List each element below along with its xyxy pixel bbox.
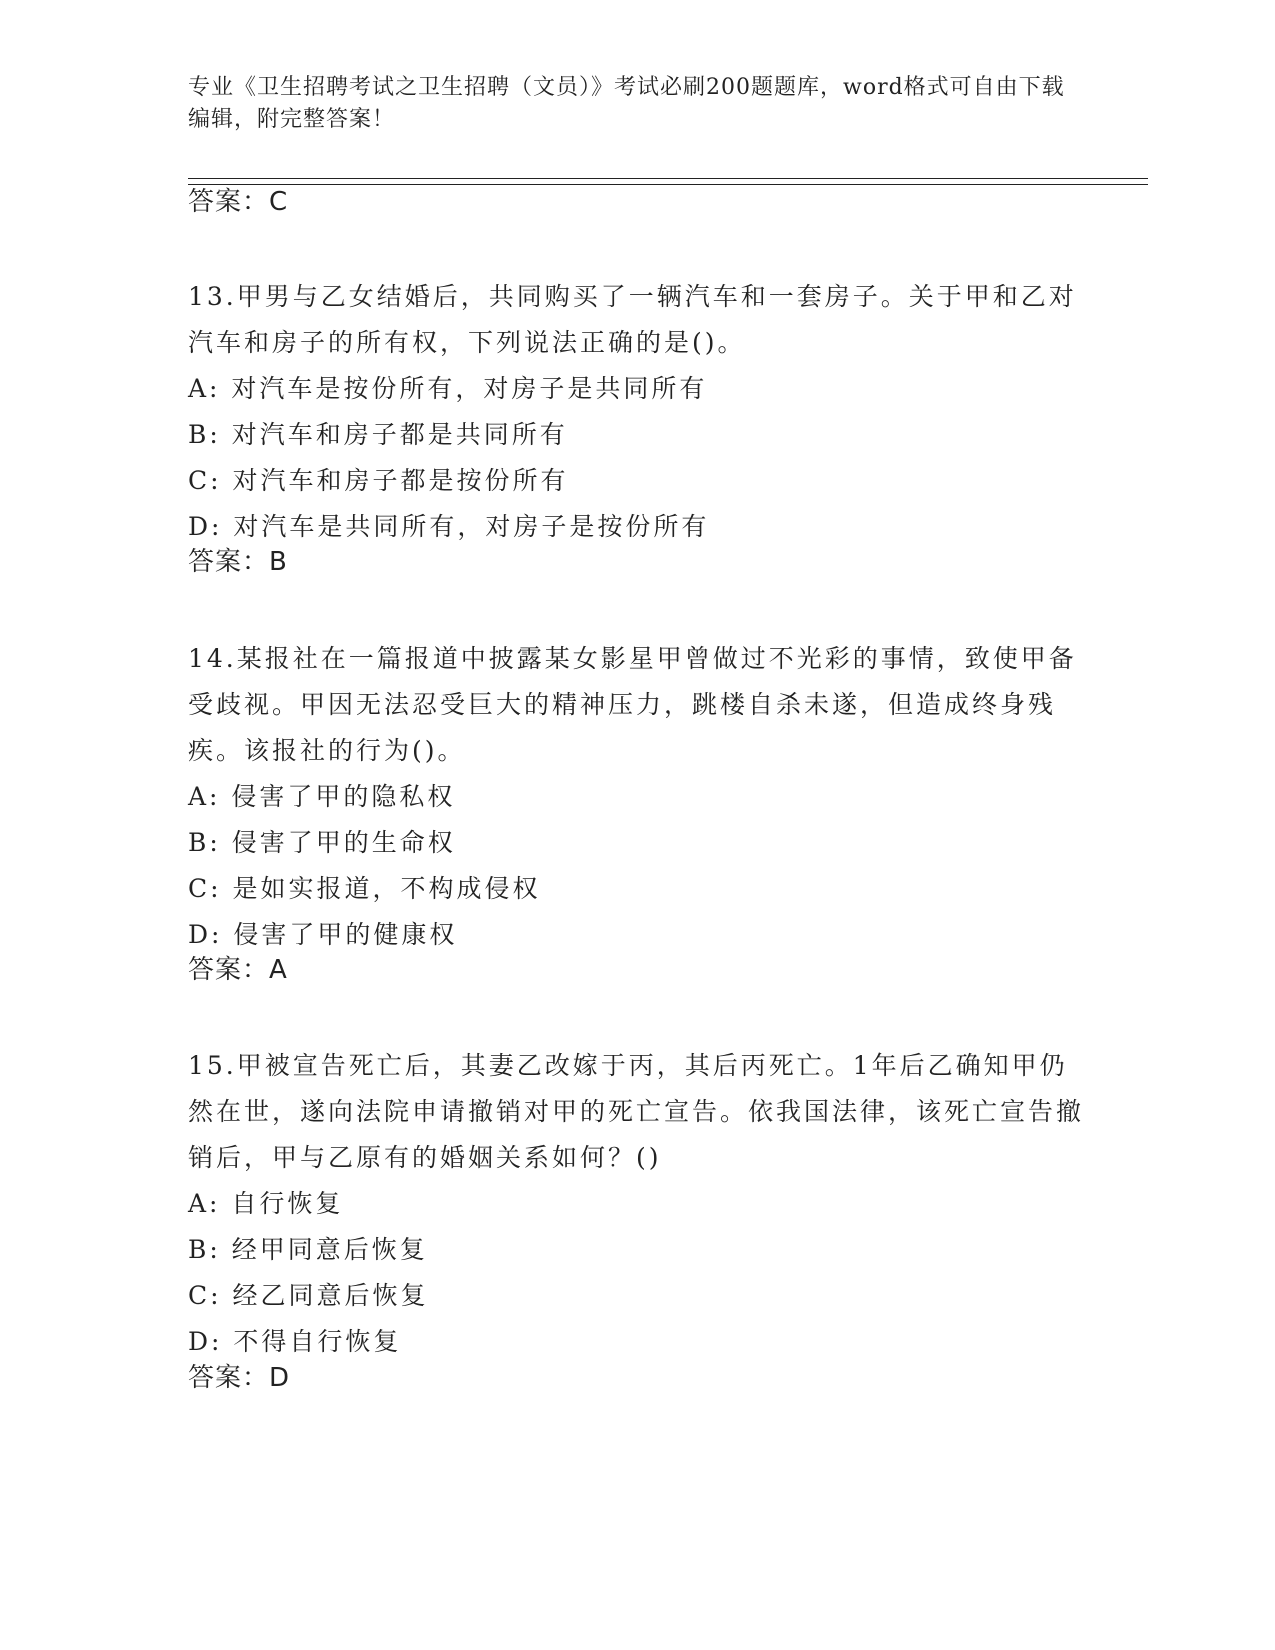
question-15-option-a: A: 自行恢复 [188, 1189, 344, 1218]
question-15 [188, 1043, 1088, 1365]
question-15-text: 15.甲被宣告死亡后，其妻乙改嫁于丙，其后丙死亡。1年后乙确知甲仍然在世，遂向法院申请撤销对甲的死亡宣告。依我国法律，该死亡宣告撤销后，甲与乙原有的婚姻关系如何？() [188, 1051, 1085, 1172]
question-13-text: 13.甲男与乙女结婚后，共同购买了一辆汽车和一套房子。关于甲和乙对汽车和房子的所有权，下列说法正确的是()。 [188, 282, 1077, 357]
question-13-option-b: B: 对汽车和房子都是共同所有 [188, 420, 568, 449]
question-14-option-b: B: 侵害了甲的生命权 [188, 828, 456, 857]
question-14-answer: 答案：A [188, 955, 288, 985]
previous-answer: 答案：C [188, 187, 289, 217]
question-13-answer: 答案：B [188, 547, 288, 577]
question-13-option-a: A: 对汽车是按份所有，对房子是共同所有 [188, 374, 708, 403]
question-15-option-b: B: 经甲同意后恢复 [188, 1235, 428, 1264]
question-14 [188, 636, 1088, 958]
question-14-option-d: D: 侵害了甲的健康权 [188, 920, 458, 949]
question-15-option-c: C: 经乙同意后恢复 [188, 1281, 429, 1310]
question-13-option-c: C: 对汽车和房子都是按份所有 [188, 466, 569, 495]
question-14-option-c: C: 是如实报道，不构成侵权 [188, 874, 541, 903]
header-double-rule [188, 178, 1148, 185]
question-13 [188, 274, 1088, 550]
question-15-answer: 答案：D [188, 1363, 291, 1393]
question-15-option-d: D: 不得自行恢复 [188, 1327, 402, 1356]
page-header: 专业《卫生招聘考试之卫生招聘（文员）》考试必刷200题题库，word格式可自由下载编辑，附完整答案！ [188, 75, 1065, 132]
question-14-text: 14.某报社在一篇报道中披露某女影星甲曾做过不光彩的事情，致使甲备受歧视。甲因无法忍受巨大的精神压力，跳楼自杀未遂，但造成终身残疾。该报社的行为()。 [188, 644, 1077, 765]
question-14-option-a: A: 侵害了甲的隐私权 [188, 782, 456, 811]
question-13-option-d: D: 对汽车是共同所有，对房子是按份所有 [188, 512, 710, 541]
